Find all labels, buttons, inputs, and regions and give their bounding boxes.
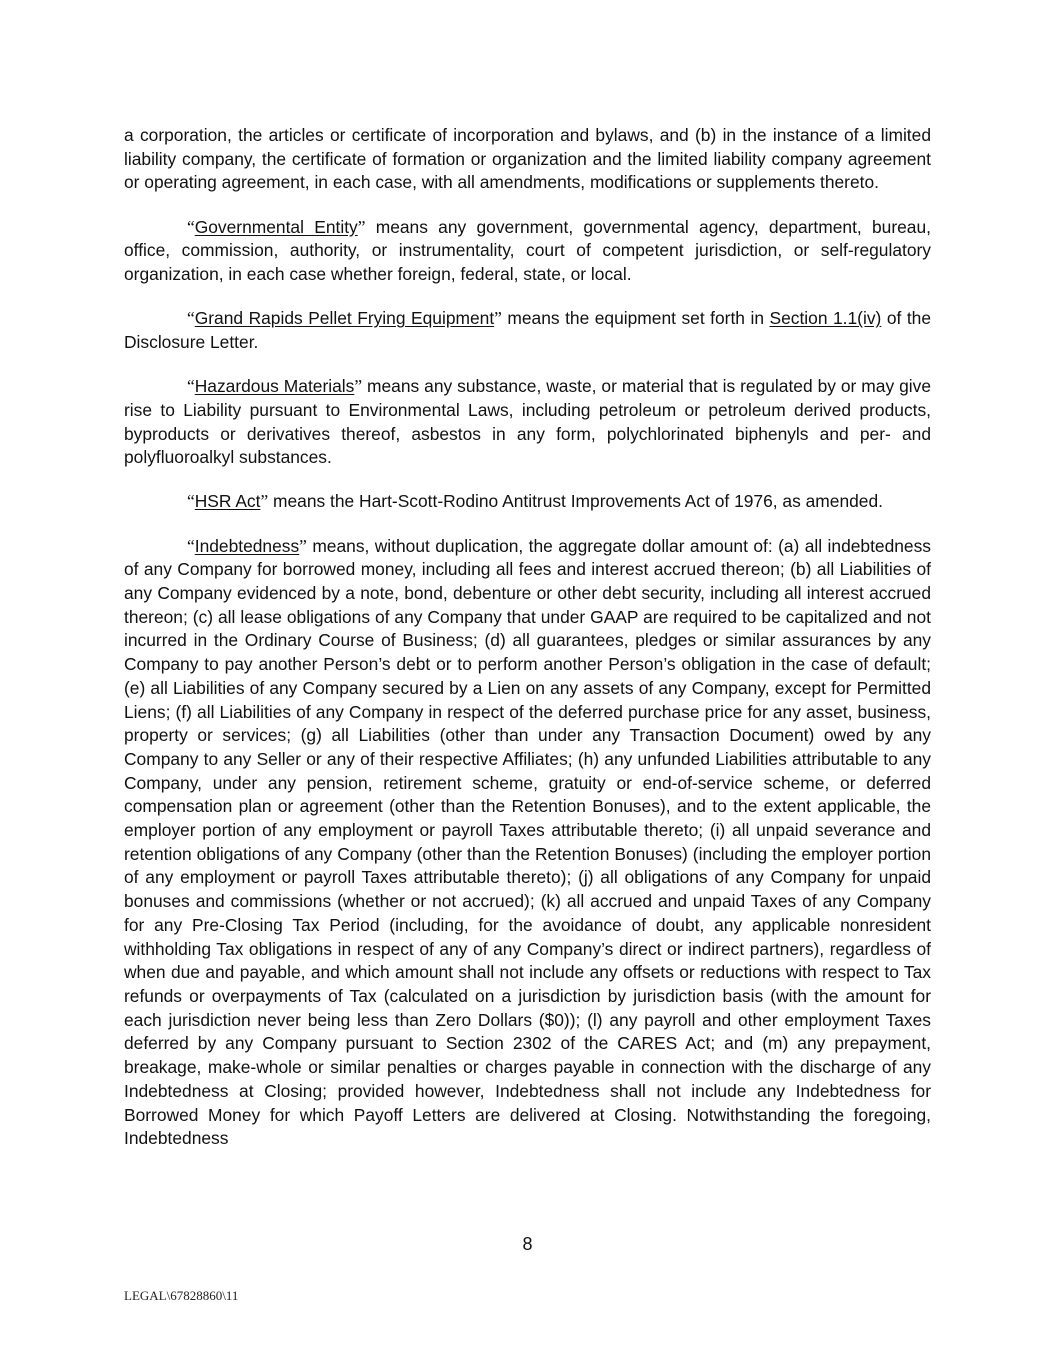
document-footer-id: LEGAL\67828860\11 — [124, 1288, 239, 1303]
document-page — [124, 124, 931, 1171]
open-quote: “ — [187, 491, 195, 512]
defined-term: Governmental Entity — [194, 216, 358, 237]
intro-paragraph: a corporation, the articles or certificate of incorporation and bylaws, and (b) in the instance of a limited liability company, the certificate of formation or organization and the limited liability company agreement or operating agreement, in each case, with all amendments, modifications or supplements thereto. — [124, 125, 931, 193]
defined-term: Indebtedness — [194, 535, 300, 556]
definition-text-after: of the Disclosure Letter. — [124, 308, 932, 352]
definition-grand-rapids-pellet-frying-equipment — [124, 307, 931, 354]
definition-hazardous-materials — [124, 375, 931, 470]
defined-term: Grand Rapids Pellet Frying Equipment — [194, 308, 495, 329]
close-quote: ” — [494, 308, 502, 329]
close-quote: ” — [357, 216, 366, 237]
definition-indebtedness — [124, 535, 931, 1151]
page-number: 8 — [522, 1234, 533, 1254]
definition-text: means, without duplication, the aggregate dollar amount of: (a) all indebtedness of any Company for borrowed money, including all fees and interest accrued thereon; (b) all Liabilities of any Company evidenced by a note, bond, debenture or other debt security, including all interest accrued thereon; (c) all lease obligations of any Company that under GAAP are required to be capitalized and not incurred in the Ordinary Course of Business; (d) all guarantees, pledges or similar assurances by any Company to pay another Person’s debt or to perform another Person’s obligation in the case of default; (e) all Liabilities of any Company secured by a Lien on any assets of any Company, except for Permitted Liens; (f) all Liabilities of any Company in respect of the deferred purchase price for any asset, business, property or services; (g) all Liabilities (other than under any Transaction Document) owed by any Company to any Seller or any of their respective Affiliates; (h) any unfunded Liabilities attributable to any Company, under any pension, retirement scheme, gratuity or end-of-service scheme, or deferred compensation plan or agreement (other than the Retention Bonuses), and to the extent applicable, the employer portion of any employment or payroll Taxes attributable thereto; (i) all unpaid severance and retention obligations of any Company (other than the Retention Bonuses) (including the employer portion of any employment or payroll Taxes attributable thereto); (j) all obligations of any Company for unpaid bonuses and commissions (whether or not accrued); (k) all accrued and unpaid Taxes of any Company for any Pre-Closing Tax Period (including, for the avoidance of doubt, any applicable nonresident withholding Tax obligations in respect of any of any Company’s direct or indirect partners), regardless of when due and payable, and which amount shall not include any offsets or reductions with respect to Tax refunds or overpayments of Tax (calculated on a jurisdiction by jurisdiction basis (with the amount for each jurisdiction never being less than Zero Dollars ($0)); (l) any payroll and other employment Taxes deferred by any Company pursuant to Section 2302 of the CARES Act; and (m) any prepayment, breakage, make-whole or similar penalties or charges payable in connection with the discharge of any Indebtedness at Closing; provided however, Indebtedness shall not include any Indebtedness for Borrowed Money for which Payoff Letters are delivered at Closing. Notwithstanding the foregoing, Indebtedness — [124, 535, 931, 1149]
open-quote: “ — [187, 376, 195, 397]
definition-hsr-act — [124, 490, 931, 514]
definition-text: means any substance, waste, or material that is regulated by or may give rise to Liability pursuant to Environmental Laws, including petroleum or petroleum derived products, byproducts or derivatives thereof, asbestos in any form, polychlorinated biphenyls and per- and polyfluoroalkyl substances. — [124, 376, 932, 468]
definition-text: means the equipment set forth in — [501, 308, 770, 329]
defined-term: HSR Act — [194, 491, 261, 512]
close-quote: ” — [354, 376, 363, 397]
close-quote: ” — [299, 535, 307, 556]
definition-text: means the Hart-Scott-Rodino Antitrust Improvements Act of 1976, as amended. — [268, 491, 883, 512]
definition-governmental-entity — [124, 216, 931, 287]
defined-term: Hazardous Materials — [194, 376, 355, 397]
open-quote: “ — [187, 308, 195, 329]
open-quote: “ — [187, 535, 195, 556]
open-quote: “ — [187, 216, 195, 237]
section-reference: Section 1.1(iv) — [769, 308, 882, 329]
definition-text: means any government, governmental agency, department, bureau, office, commission, authority, or instrumentality, court of competent jurisdiction, or self-regulatory organization, in each case whether foreign, federal, state, or local. — [124, 216, 931, 285]
close-quote: ” — [260, 491, 269, 512]
